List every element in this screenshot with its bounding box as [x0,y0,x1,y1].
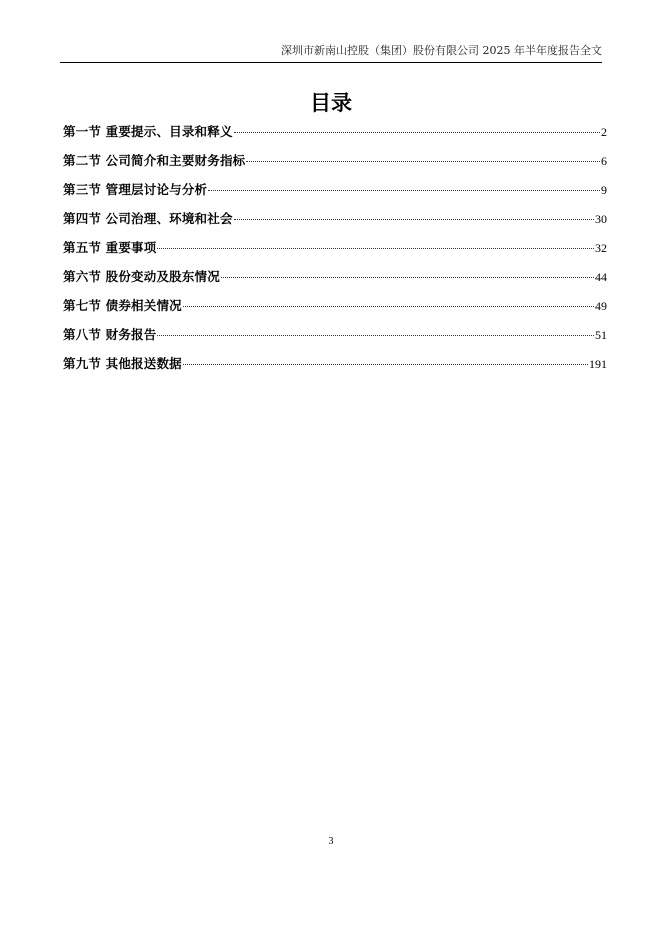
toc-entry-page: 6 [601,154,607,168]
toc-entry[interactable] [63,180,607,209]
toc-leader-dots [221,277,594,278]
toc-entry-label: 第八节 财务报告 [63,327,157,342]
toc-leader-dots [157,335,594,336]
toc-entry-label: 第二节 公司简介和主要财务指标 [63,153,246,168]
toc-entry-label: 第五节 重要事项 [63,240,157,255]
page-number: 3 [328,836,334,847]
toc-entry[interactable] [63,354,607,383]
toc-entry[interactable] [63,209,607,238]
toc-entry-page: 32 [595,241,607,255]
running-header: 深圳市新南山控股（集团）股份有限公司 2025 年半年度报告全文 [281,44,602,57]
toc-entry[interactable] [63,122,607,151]
page-title: 目录 [310,91,352,115]
toc-entry-page: 49 [595,299,607,313]
toc-entry-page: 30 [595,212,607,226]
toc-entry[interactable] [63,296,607,325]
toc-entry-page: 9 [601,183,607,197]
toc-entry[interactable] [63,325,607,354]
table-of-contents [63,122,607,383]
toc-leader-dots [208,190,600,191]
toc-leader-dots [246,161,600,162]
toc-entry-page: 44 [595,270,607,284]
toc-entry-label: 第七节 债券相关情况 [63,298,182,313]
toc-entry-label: 第六节 股份变动及股东情况 [63,269,220,284]
toc-entry-label: 第四节 公司治理、环境和社会 [63,211,233,226]
toc-entry[interactable] [63,267,607,296]
toc-entry-page: 191 [589,357,607,371]
toc-leader-dots [234,132,600,133]
toc-leader-dots [183,364,588,365]
header-divider [60,62,602,63]
toc-entry-label: 第一节 重要提示、目录和释义 [63,124,233,139]
toc-leader-dots [234,219,594,220]
toc-entry[interactable] [63,151,607,180]
toc-leader-dots [183,306,594,307]
toc-entry[interactable] [63,238,607,267]
toc-entry-page: 2 [601,125,607,139]
toc-entry-label: 第九节 其他报送数据 [63,356,182,371]
toc-leader-dots [157,248,594,249]
toc-entry-page: 51 [595,328,607,342]
toc-entry-label: 第三节 管理层讨论与分析 [63,182,208,197]
